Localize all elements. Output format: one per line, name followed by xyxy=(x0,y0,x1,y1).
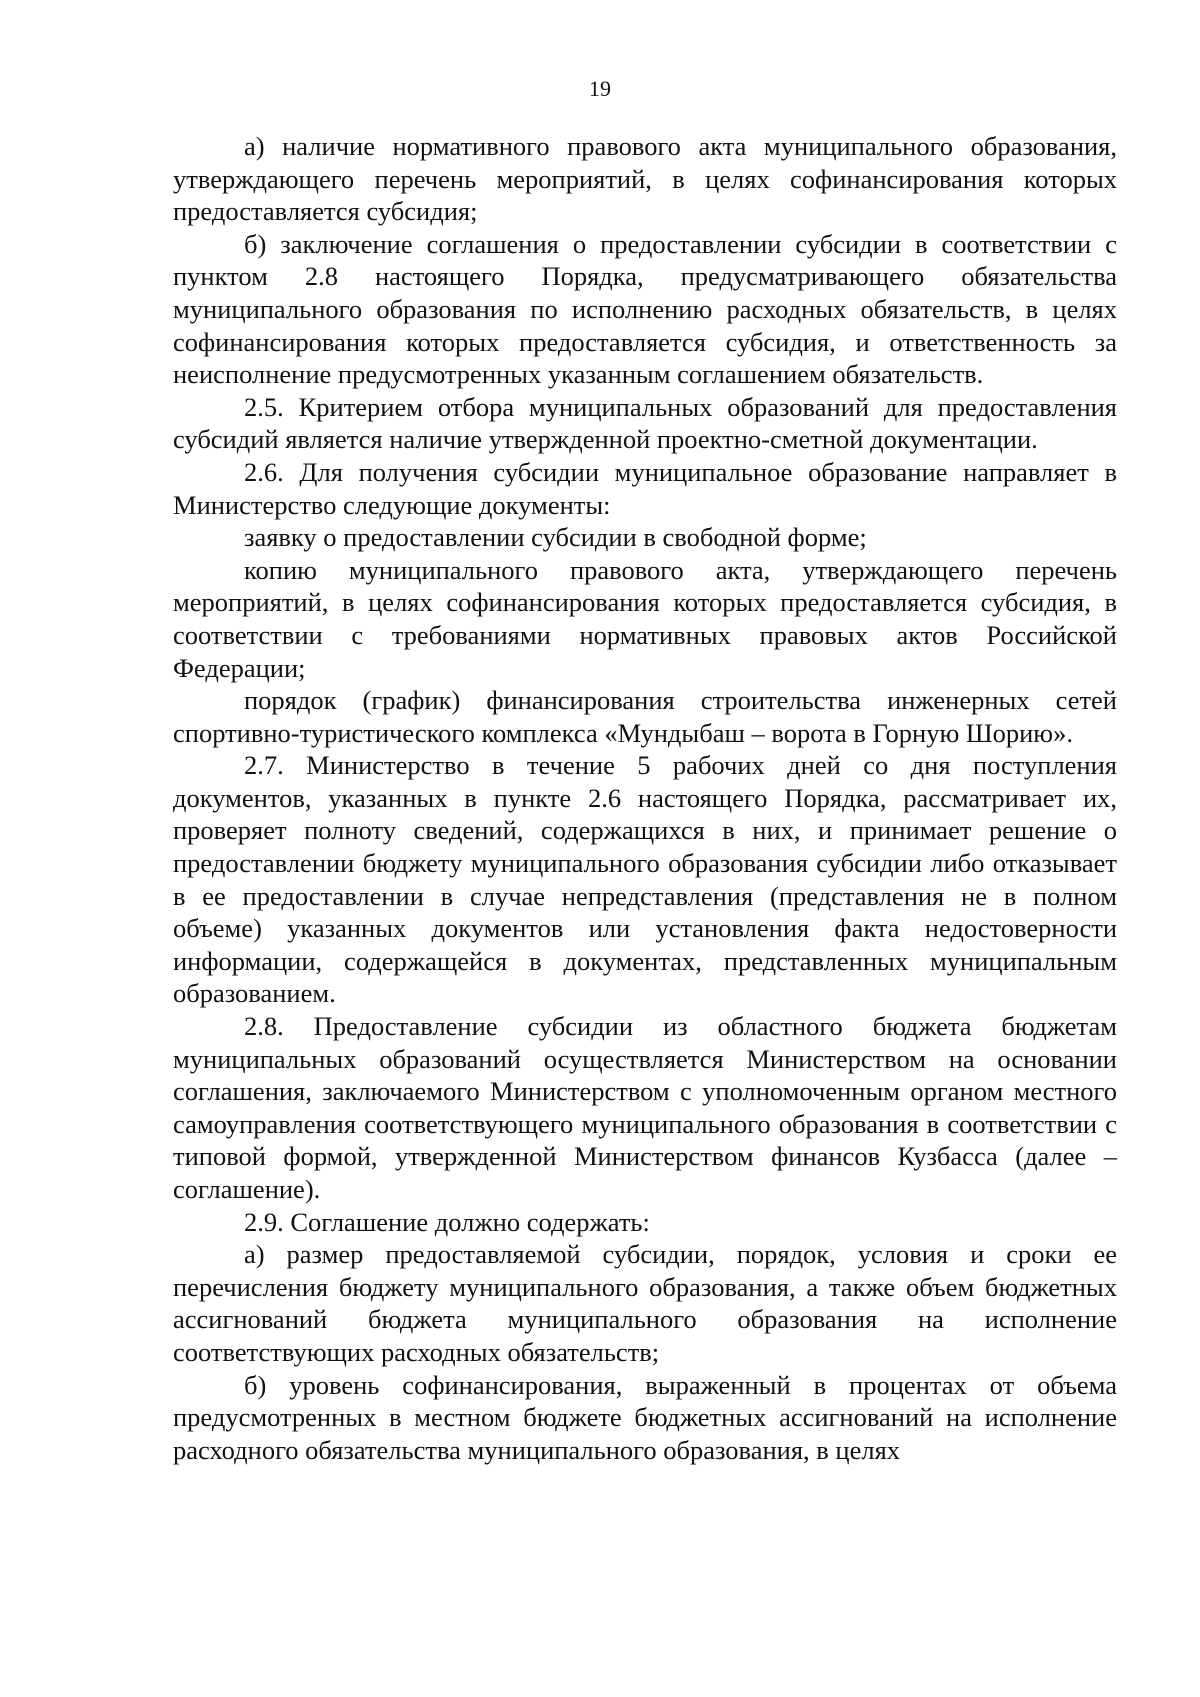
paragraph-b-agreement: б) заключение соглашения о предоставлении субсидии в соответствии с пунктом 2.8 настоящего Порядка, предусматривающего обязательства муниципального образования по исполнению расходных обязательств, в целях софинансирования которых предоставляется субсидия, и ответственность за неисполнение предусмотренных указанным соглашением обязательств. xyxy=(173,228,1117,390)
paragraph-2-5-selection-criterion: 2.5. Критерием отбора муниципальных образований для предоставления субсидий является наличие утвержденной проектно-сметной документации. xyxy=(173,391,1117,455)
paragraph-application: заявку о предоставлении субсидии в свободной форме; xyxy=(244,522,867,553)
paragraph-legal-act-copy: копию муниципального правового акта, утверждающего перечень мероприятий, в целях софинансирования которых предоставляется субсидия, в соответствии с требованиями нормативных правовых актов Российской Федерации; xyxy=(173,554,1117,683)
page-number: 19 xyxy=(589,76,611,101)
paragraph-2-7-ministry-review: 2.7. Министерство в течение 5 рабочих дней со дня поступления документов, указанных в пункте 2.6 настоящего Порядка, рассматривает их, проверяет полноту сведений, содержащихся в них, и принимает решение о предоставлении бюджету муниципального образования субсидии либо отказывает в ее предоставлении в случае непредставления (представления не в полном объеме) указанных документов или установления факта недостоверности информации, содержащейся в документах, представленных муниципальным образованием. xyxy=(173,750,1117,1009)
paragraph-2-8-subsidy-provision: 2.8. Предоставление субсидии из областного бюджета бюджетам муниципальных образований осуществляется Министерством на основании соглашения, заключаемого Министерством с уполномоченным органом местного самоуправления соответствующего муниципального образования в соответствии с типовой формой, утвержденной Министерством финансов Кузбасса (далее – соглашение). xyxy=(173,1011,1117,1204)
paragraph-b-cofinancing-level: б) уровень софинансирования, выраженный в процентах от объема предусмотренных в местном бюджете бюджетных ассигнований на исполнение расходного обязательства муниципального образования, в целях xyxy=(173,1369,1117,1465)
paragraph-a-subsidy-amount: а) размер предоставляемой субсидии, порядок, условия и сроки ее перечисления бюджету муниципального образования, а также объем бюджетных ассигнований бюджета муниципального образования на исполнение соответствующих расходных обязательств; xyxy=(173,1239,1117,1367)
paragraph-a-normative-act: а) наличие нормативного правового акта муниципального образования, утверждающего перечень мероприятий, в целях софинансирования которых предоставляется субсидия; xyxy=(173,131,1117,227)
paragraph-financing-schedule: порядок (график) финансирования строительства инженерных сетей спортивно-туристического комплекса «Мундыбаш – ворота в Горную Шорию». xyxy=(173,685,1117,748)
paragraph-2-6-documents: 2.6. Для получения субсидии муниципальное образование направляет в Министерство следующие документы: xyxy=(173,456,1117,520)
paragraph-2-9-agreement-contents: 2.9. Соглашение должно содержать: xyxy=(244,1206,650,1237)
document-body xyxy=(173,130,1117,1466)
